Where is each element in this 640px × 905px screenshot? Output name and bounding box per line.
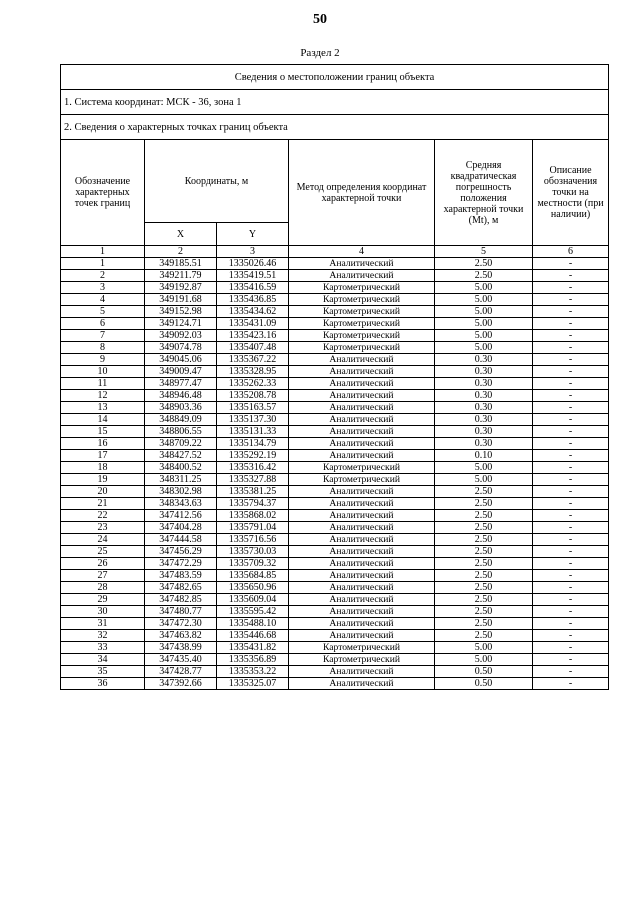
coord-x: 349092.03 — [145, 330, 217, 342]
table-row — [61, 462, 609, 474]
description: - — [533, 318, 609, 330]
coord-x: 348400.52 — [145, 462, 217, 474]
error-value: 0.30 — [435, 390, 533, 402]
method: Аналитический — [289, 414, 435, 426]
column-number: 5 — [435, 246, 533, 258]
header-y: Y — [217, 223, 289, 246]
description: - — [533, 270, 609, 282]
error-value: 5.00 — [435, 642, 533, 654]
point-number: 26 — [61, 558, 145, 570]
description: - — [533, 486, 609, 498]
method: Картометрический — [289, 462, 435, 474]
table-row — [61, 630, 609, 642]
description: - — [533, 582, 609, 594]
error-value: 2.50 — [435, 522, 533, 534]
description: - — [533, 306, 609, 318]
table-row — [61, 594, 609, 606]
error-value: 5.00 — [435, 654, 533, 666]
table-row — [61, 570, 609, 582]
table-row — [61, 282, 609, 294]
error-value: 2.50 — [435, 582, 533, 594]
coord-y: 1335292.19 — [217, 450, 289, 462]
point-number: 15 — [61, 426, 145, 438]
method: Аналитический — [289, 558, 435, 570]
coord-y: 1335794.37 — [217, 498, 289, 510]
point-number: 5 — [61, 306, 145, 318]
page-number: 50 — [313, 12, 327, 27]
coord-x: 347472.30 — [145, 618, 217, 630]
description: - — [533, 474, 609, 486]
header-designation: Обозначение характерных точек границ — [61, 140, 145, 246]
coord-x: 349009.47 — [145, 366, 217, 378]
coord-x: 347392.66 — [145, 678, 217, 690]
point-number: 1 — [61, 258, 145, 270]
coord-x: 348709.22 — [145, 438, 217, 450]
coord-x: 347482.85 — [145, 594, 217, 606]
table-row — [61, 306, 609, 318]
table-row — [61, 474, 609, 486]
point-number: 12 — [61, 390, 145, 402]
method: Картометрический — [289, 282, 435, 294]
point-number: 17 — [61, 450, 145, 462]
coord-x: 348311.25 — [145, 474, 217, 486]
coord-y: 1335595.42 — [217, 606, 289, 618]
column-number: 3 — [217, 246, 289, 258]
description: - — [533, 546, 609, 558]
table-row — [61, 390, 609, 402]
table-row — [61, 510, 609, 522]
coord-y: 1335446.68 — [217, 630, 289, 642]
coord-x: 349211.79 — [145, 270, 217, 282]
method: Аналитический — [289, 618, 435, 630]
error-value: 2.50 — [435, 534, 533, 546]
point-number: 18 — [61, 462, 145, 474]
header-method: Метод определения координат характерной точки — [289, 140, 435, 246]
method: Аналитический — [289, 258, 435, 270]
coord-y: 1335325.07 — [217, 678, 289, 690]
point-number: 10 — [61, 366, 145, 378]
method: Аналитический — [289, 366, 435, 378]
method: Аналитический — [289, 378, 435, 390]
method: Аналитический — [289, 390, 435, 402]
coord-y: 1335353.22 — [217, 666, 289, 678]
coord-x: 349192.87 — [145, 282, 217, 294]
description: - — [533, 378, 609, 390]
point-number: 28 — [61, 582, 145, 594]
description: - — [533, 438, 609, 450]
table-row — [61, 546, 609, 558]
description: - — [533, 654, 609, 666]
description: - — [533, 450, 609, 462]
method: Аналитический — [289, 522, 435, 534]
coord-y: 1335423.16 — [217, 330, 289, 342]
method: Аналитический — [289, 678, 435, 690]
point-number: 16 — [61, 438, 145, 450]
coord-y: 1335134.79 — [217, 438, 289, 450]
table-row — [61, 426, 609, 438]
description: - — [533, 606, 609, 618]
error-value: 2.50 — [435, 498, 533, 510]
header-coordinates: Координаты, м — [145, 140, 289, 223]
description: - — [533, 642, 609, 654]
method: Картометрический — [289, 318, 435, 330]
coord-x: 347444.58 — [145, 534, 217, 546]
error-value: 5.00 — [435, 282, 533, 294]
column-number: 6 — [533, 246, 609, 258]
method: Аналитический — [289, 450, 435, 462]
method: Картометрический — [289, 294, 435, 306]
coord-x: 347483.59 — [145, 570, 217, 582]
table-row — [61, 318, 609, 330]
point-number: 13 — [61, 402, 145, 414]
point-number: 7 — [61, 330, 145, 342]
coord-x: 347463.82 — [145, 630, 217, 642]
coord-x: 348806.55 — [145, 426, 217, 438]
coord-y: 1335431.82 — [217, 642, 289, 654]
coord-y: 1335434.62 — [217, 306, 289, 318]
description: - — [533, 294, 609, 306]
method: Аналитический — [289, 570, 435, 582]
coord-x: 347480.77 — [145, 606, 217, 618]
table-row — [61, 666, 609, 678]
error-value: 0.30 — [435, 438, 533, 450]
table-row — [61, 366, 609, 378]
method: Аналитический — [289, 426, 435, 438]
table-row — [61, 498, 609, 510]
point-number: 11 — [61, 378, 145, 390]
method: Аналитический — [289, 438, 435, 450]
table-row — [61, 558, 609, 570]
column-numbers-row — [61, 246, 609, 258]
table-row — [61, 354, 609, 366]
coord-x: 349124.71 — [145, 318, 217, 330]
coord-x: 347472.29 — [145, 558, 217, 570]
description: - — [533, 630, 609, 642]
table-row — [61, 330, 609, 342]
error-value: 0.30 — [435, 426, 533, 438]
coord-x: 347438.99 — [145, 642, 217, 654]
coord-y: 1335163.57 — [217, 402, 289, 414]
description: - — [533, 510, 609, 522]
header-x: X — [145, 223, 217, 246]
error-value: 0.10 — [435, 450, 533, 462]
description: - — [533, 522, 609, 534]
method: Аналитический — [289, 606, 435, 618]
coord-y: 1335316.42 — [217, 462, 289, 474]
coord-y: 1335327.88 — [217, 474, 289, 486]
point-number: 24 — [61, 534, 145, 546]
table-row — [61, 534, 609, 546]
table-row — [61, 378, 609, 390]
point-number: 6 — [61, 318, 145, 330]
description: - — [533, 498, 609, 510]
error-value: 5.00 — [435, 474, 533, 486]
coord-y: 1335419.51 — [217, 270, 289, 282]
point-number: 33 — [61, 642, 145, 654]
method: Аналитический — [289, 666, 435, 678]
point-number: 4 — [61, 294, 145, 306]
point-number: 3 — [61, 282, 145, 294]
error-value: 5.00 — [435, 294, 533, 306]
method: Аналитический — [289, 582, 435, 594]
coord-y: 1335684.85 — [217, 570, 289, 582]
coord-x: 347404.28 — [145, 522, 217, 534]
error-value: 5.00 — [435, 330, 533, 342]
header-error: Средняя квадратическая погрешность положения характерной точки (Mt), м — [435, 140, 533, 246]
point-number: 32 — [61, 630, 145, 642]
description: - — [533, 282, 609, 294]
description: - — [533, 366, 609, 378]
point-number: 29 — [61, 594, 145, 606]
error-value: 0.50 — [435, 666, 533, 678]
method: Аналитический — [289, 534, 435, 546]
error-value: 0.30 — [435, 366, 533, 378]
method: Аналитический — [289, 498, 435, 510]
coord-y: 1335208.78 — [217, 390, 289, 402]
coord-y: 1335137.30 — [217, 414, 289, 426]
coord-x: 349045.06 — [145, 354, 217, 366]
method: Аналитический — [289, 594, 435, 606]
point-number: 35 — [61, 666, 145, 678]
description: - — [533, 666, 609, 678]
coord-x: 348343.63 — [145, 498, 217, 510]
method: Аналитический — [289, 630, 435, 642]
error-value: 0.30 — [435, 354, 533, 366]
error-value: 5.00 — [435, 342, 533, 354]
method: Картометрический — [289, 342, 435, 354]
description: - — [533, 426, 609, 438]
table-row — [61, 414, 609, 426]
coord-y: 1335131.33 — [217, 426, 289, 438]
table-row — [61, 438, 609, 450]
point-number: 19 — [61, 474, 145, 486]
coord-x: 348946.48 — [145, 390, 217, 402]
error-value: 2.50 — [435, 258, 533, 270]
method: Аналитический — [289, 270, 435, 282]
coord-y: 1335716.56 — [217, 534, 289, 546]
point-number: 9 — [61, 354, 145, 366]
error-value: 0.50 — [435, 678, 533, 690]
coord-x: 348977.47 — [145, 378, 217, 390]
description: - — [533, 618, 609, 630]
boundary-points-table — [60, 64, 609, 690]
points-title-row — [61, 115, 609, 140]
coord-x: 349191.68 — [145, 294, 217, 306]
table-row — [61, 678, 609, 690]
coord-x: 349185.51 — [145, 258, 217, 270]
table-row — [61, 522, 609, 534]
point-number: 27 — [61, 570, 145, 582]
coord-y: 1335262.33 — [217, 378, 289, 390]
header-row — [61, 140, 609, 223]
method: Картометрический — [289, 330, 435, 342]
point-number: 14 — [61, 414, 145, 426]
method: Аналитический — [289, 510, 435, 522]
point-number: 36 — [61, 678, 145, 690]
coord-y: 1335431.09 — [217, 318, 289, 330]
description: - — [533, 258, 609, 270]
error-value: 0.30 — [435, 402, 533, 414]
point-number: 2 — [61, 270, 145, 282]
coord-system-row — [61, 90, 609, 115]
description: - — [533, 390, 609, 402]
coord-x: 348849.09 — [145, 414, 217, 426]
coord-x: 349074.78 — [145, 342, 217, 354]
table-row — [61, 618, 609, 630]
point-number: 8 — [61, 342, 145, 354]
coord-x: 348302.98 — [145, 486, 217, 498]
error-value: 2.50 — [435, 618, 533, 630]
header-description: Описание обозначения точки на местности (при наличии) — [533, 140, 609, 246]
coord-y: 1335791.04 — [217, 522, 289, 534]
coord-y: 1335868.02 — [217, 510, 289, 522]
coord-y: 1335436.85 — [217, 294, 289, 306]
coord-y: 1335650.96 — [217, 582, 289, 594]
coord-y: 1335730.03 — [217, 546, 289, 558]
method: Аналитический — [289, 486, 435, 498]
point-number: 23 — [61, 522, 145, 534]
table-row — [61, 402, 609, 414]
table-row — [61, 642, 609, 654]
error-value: 2.50 — [435, 510, 533, 522]
point-number: 34 — [61, 654, 145, 666]
points-title: 2. Сведения о характерных точках границ объекта — [61, 115, 609, 140]
coord-x: 348427.52 — [145, 450, 217, 462]
point-number: 30 — [61, 606, 145, 618]
description: - — [533, 570, 609, 582]
coord-x: 347435.40 — [145, 654, 217, 666]
coord-x: 347412.56 — [145, 510, 217, 522]
error-value: 2.50 — [435, 486, 533, 498]
table-row — [61, 342, 609, 354]
coord-system: 1. Система координат: МСК - 36, зона 1 — [61, 90, 609, 115]
table-row — [61, 582, 609, 594]
error-value: 2.50 — [435, 546, 533, 558]
coord-y: 1335026.46 — [217, 258, 289, 270]
coord-y: 1335381.25 — [217, 486, 289, 498]
column-number: 1 — [61, 246, 145, 258]
description: - — [533, 594, 609, 606]
description: - — [533, 330, 609, 342]
description: - — [533, 414, 609, 426]
table-row — [61, 294, 609, 306]
coord-y: 1335416.59 — [217, 282, 289, 294]
description: - — [533, 558, 609, 570]
table-row — [61, 270, 609, 282]
point-number: 21 — [61, 498, 145, 510]
table-body — [61, 258, 609, 690]
method: Картометрический — [289, 642, 435, 654]
coord-y: 1335328.95 — [217, 366, 289, 378]
column-number: 4 — [289, 246, 435, 258]
coord-x: 347428.77 — [145, 666, 217, 678]
description: - — [533, 402, 609, 414]
method: Картометрический — [289, 474, 435, 486]
table-row — [61, 654, 609, 666]
point-number: 22 — [61, 510, 145, 522]
coord-x: 349152.98 — [145, 306, 217, 318]
point-number: 31 — [61, 618, 145, 630]
error-value: 2.50 — [435, 606, 533, 618]
table-title: Сведения о местоположении границ объекта — [61, 65, 609, 90]
method: Картометрический — [289, 654, 435, 666]
table-row — [61, 258, 609, 270]
coord-x: 347456.29 — [145, 546, 217, 558]
point-number: 25 — [61, 546, 145, 558]
description: - — [533, 354, 609, 366]
method: Картометрический — [289, 306, 435, 318]
method: Аналитический — [289, 546, 435, 558]
error-value: 5.00 — [435, 306, 533, 318]
coord-y: 1335407.48 — [217, 342, 289, 354]
coord-x: 348903.36 — [145, 402, 217, 414]
coord-y: 1335488.10 — [217, 618, 289, 630]
coord-y: 1335709.32 — [217, 558, 289, 570]
description: - — [533, 678, 609, 690]
error-value: 5.00 — [435, 462, 533, 474]
error-value: 2.50 — [435, 558, 533, 570]
section-label: Раздел 2 — [300, 47, 340, 59]
method: Аналитический — [289, 402, 435, 414]
table-row — [61, 606, 609, 618]
coord-y: 1335367.22 — [217, 354, 289, 366]
method: Аналитический — [289, 354, 435, 366]
error-value: 0.30 — [435, 414, 533, 426]
error-value: 0.30 — [435, 378, 533, 390]
point-number: 20 — [61, 486, 145, 498]
error-value: 2.50 — [435, 594, 533, 606]
table-row — [61, 486, 609, 498]
error-value: 2.50 — [435, 570, 533, 582]
error-value: 2.50 — [435, 630, 533, 642]
description: - — [533, 342, 609, 354]
description: - — [533, 462, 609, 474]
table-row — [61, 450, 609, 462]
table-title-row — [61, 65, 609, 90]
description: - — [533, 534, 609, 546]
column-number: 2 — [145, 246, 217, 258]
error-value: 2.50 — [435, 270, 533, 282]
coord-x: 347482.65 — [145, 582, 217, 594]
coord-y: 1335356.89 — [217, 654, 289, 666]
error-value: 5.00 — [435, 318, 533, 330]
coord-y: 1335609.04 — [217, 594, 289, 606]
